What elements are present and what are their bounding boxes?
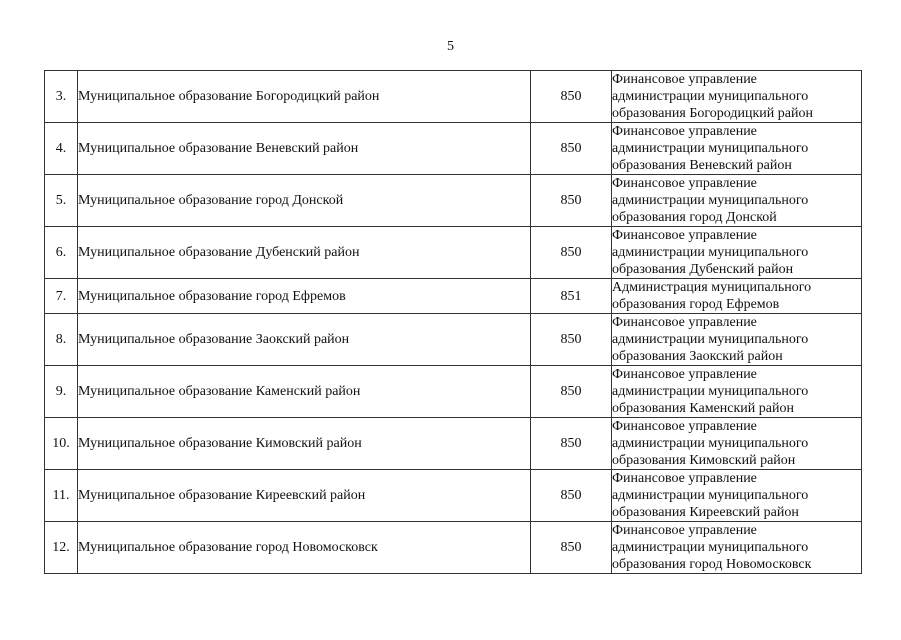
organization-line: образования Киреевский район	[612, 505, 799, 520]
organization-line: образования Веневский район	[612, 158, 792, 173]
organization-line: администрации муниципального	[612, 540, 809, 555]
table-row	[45, 227, 862, 279]
code-cell: 850	[531, 314, 612, 366]
organization-line: Финансовое управление	[612, 471, 757, 486]
organization-line: администрации муниципального	[612, 488, 809, 503]
organization-line: Финансовое управление	[612, 315, 757, 330]
organization-line: образования Кимовский район	[612, 453, 796, 468]
organization-cell	[612, 366, 862, 418]
organization-line: образования город Новомосковск	[612, 557, 812, 572]
row-number-cell: 9.	[45, 366, 78, 418]
table-row	[45, 175, 862, 227]
municipality-name-cell: Муниципальное образование Дубенский район	[78, 227, 531, 279]
organization-line: образования Дубенский район	[612, 262, 794, 277]
organization-line: образования Каменский район	[612, 401, 794, 416]
organization-cell	[612, 470, 862, 522]
row-number-cell: 10.	[45, 418, 78, 470]
code-cell: 851	[531, 279, 612, 314]
row-number-cell: 5.	[45, 175, 78, 227]
row-number-cell: 4.	[45, 123, 78, 175]
organization-line: Финансовое управление	[612, 72, 757, 87]
organization-cell	[612, 522, 862, 574]
organization-cell	[612, 227, 862, 279]
municipality-name-cell: Муниципальное образование Заокский район	[78, 314, 531, 366]
organization-line: администрации муниципального	[612, 193, 809, 208]
organization-line: Финансовое управление	[612, 124, 757, 139]
row-number-cell: 3.	[45, 71, 78, 123]
organization-line: Финансовое управление	[612, 176, 757, 191]
organization-line: администрации муниципального	[612, 436, 809, 451]
municipality-name-cell: Муниципальное образование город Новомосковск	[78, 522, 531, 574]
organization-line: Финансовое управление	[612, 228, 757, 243]
table-row	[45, 279, 862, 314]
municipal-table	[44, 70, 862, 574]
municipality-name-cell: Муниципальное образование Каменский район	[78, 366, 531, 418]
organization-cell	[612, 418, 862, 470]
organization-line: администрации муниципального	[612, 332, 809, 347]
table-body	[45, 71, 862, 574]
table-row	[45, 366, 862, 418]
municipality-name-cell: Муниципальное образование Богородицкий район	[78, 71, 531, 123]
table-row	[45, 522, 862, 574]
table-row	[45, 470, 862, 522]
municipality-name-cell: Муниципальное образование город Ефремов	[78, 279, 531, 314]
organization-line: образования город Донской	[612, 210, 777, 225]
table-row	[45, 418, 862, 470]
organization-line: образования город Ефремов	[612, 297, 780, 312]
organization-line: образования Богородицкий район	[612, 106, 813, 121]
municipality-name-cell: Муниципальное образование Веневский район	[78, 123, 531, 175]
code-cell: 850	[531, 175, 612, 227]
code-cell: 850	[531, 366, 612, 418]
organization-line: Финансовое управление	[612, 419, 757, 434]
table-row	[45, 123, 862, 175]
municipality-name-cell: Муниципальное образование Киреевский район	[78, 470, 531, 522]
table-row	[45, 314, 862, 366]
row-number-cell: 6.	[45, 227, 78, 279]
code-cell: 850	[531, 71, 612, 123]
municipality-name-cell: Муниципальное образование Кимовский район	[78, 418, 531, 470]
code-cell: 850	[531, 227, 612, 279]
row-number-cell: 8.	[45, 314, 78, 366]
organization-line: администрации муниципального	[612, 141, 809, 156]
organization-line: администрации муниципального	[612, 245, 809, 260]
code-cell: 850	[531, 522, 612, 574]
code-cell: 850	[531, 123, 612, 175]
row-number-cell: 7.	[45, 279, 78, 314]
municipality-name-cell: Муниципальное образование город Донской	[78, 175, 531, 227]
code-cell: 850	[531, 470, 612, 522]
table-row	[45, 71, 862, 123]
organization-line: Финансовое управление	[612, 523, 757, 538]
organization-cell	[612, 314, 862, 366]
page-number: 5	[447, 39, 454, 54]
organization-cell	[612, 123, 862, 175]
code-cell: 850	[531, 418, 612, 470]
row-number-cell: 11.	[45, 470, 78, 522]
organization-cell	[612, 71, 862, 123]
organization-line: Финансовое управление	[612, 367, 757, 382]
row-number-cell: 12.	[45, 522, 78, 574]
organization-line: образования Заокский район	[612, 349, 783, 364]
organization-cell	[612, 175, 862, 227]
organization-line: администрации муниципального	[612, 384, 809, 399]
organization-cell	[612, 279, 862, 314]
organization-line: администрации муниципального	[612, 89, 809, 104]
organization-line: Администрация муниципального	[612, 280, 812, 295]
